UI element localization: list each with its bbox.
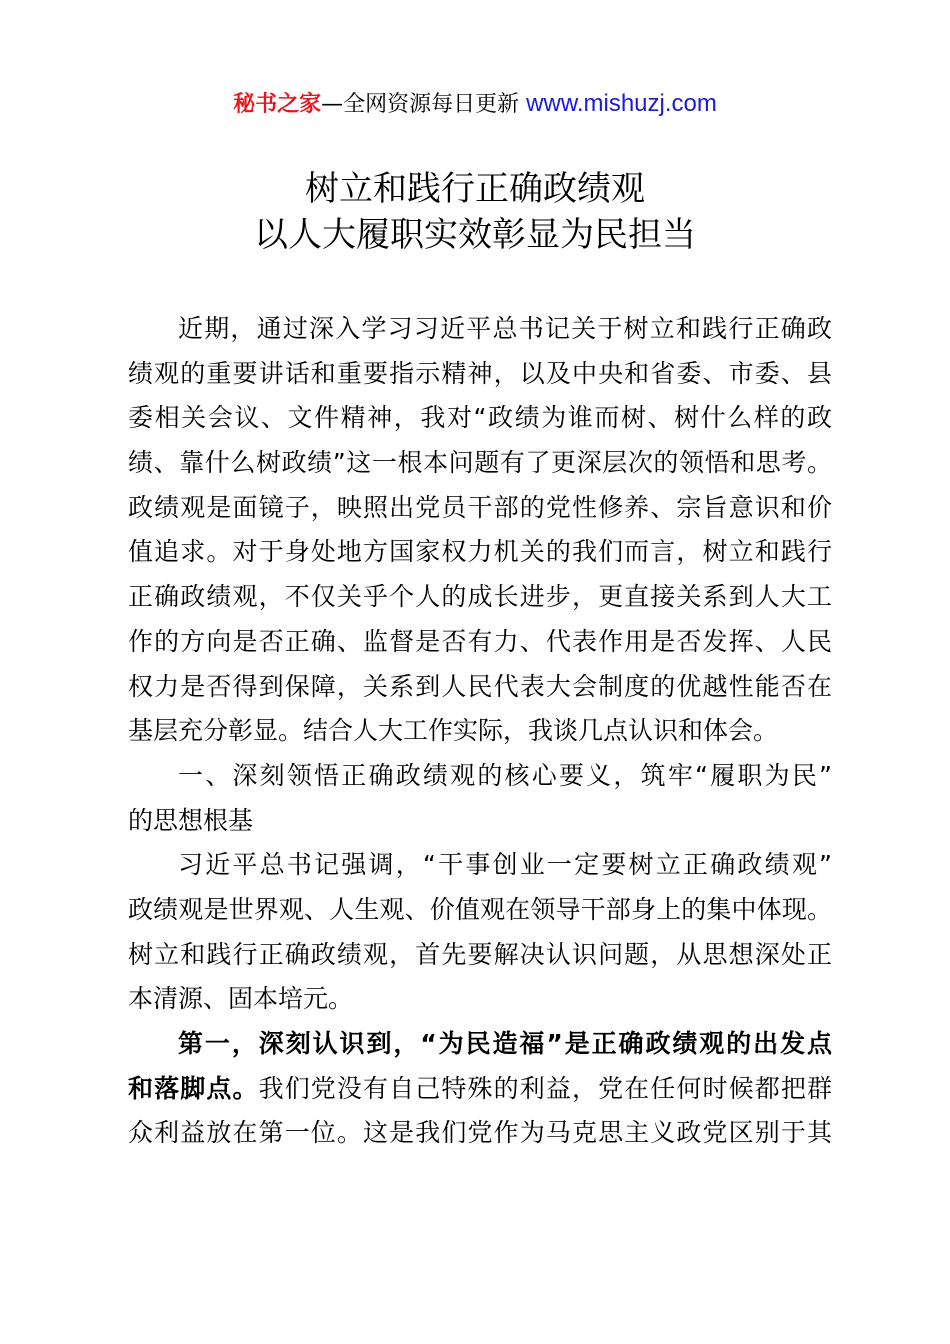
banner-brand: 秘书之家 [233, 92, 322, 117]
banner-url[interactable]: www.mishuzj.com [526, 90, 717, 117]
paragraph-2 [128, 843, 832, 1022]
text-line: 绩观的重要讲话和重要指示精神，以及中央和省委、市委、县 [128, 358, 832, 388]
text-line: 政绩观是面镜子，映照出党员干部的党性修养、宗旨意识和价 [128, 492, 832, 522]
text-run: 我们党没有自己特殊的利益，党在任何时候都把群 [258, 1073, 832, 1103]
heading-line: 的思想根基 [128, 805, 254, 835]
text-line [128, 1067, 832, 1112]
text-line: 政绩观是世界观、人生观、价值观在领导干部身上的集中体现。 [128, 894, 832, 924]
text-line: 树立和践行正确政绩观，首先要解决认识问题，从思想深处正 [128, 939, 832, 969]
text-line: 委相关会议、文件精神，我对“政绩为谁而树、树什么样的政 [128, 403, 832, 433]
text-line: 近期，通过深入学习习近平总书记关于树立和践行正确政 [178, 314, 832, 343]
heading-line: 一、深刻领悟正确政绩观的核心要义，筑牢“履职为民” [178, 760, 832, 790]
text-line: 值追求。对于身处地方国家权力机关的我们而言，树立和践行 [128, 537, 832, 567]
title-line-1: 树立和践行正确政绩观 [305, 169, 645, 209]
document-title [0, 166, 950, 258]
site-banner [0, 88, 950, 121]
text-line: 绩、靠什么树政绩”这一根本问题有了更深层次的领悟和思考。 [128, 448, 832, 478]
text-line: 基层充分彰显。结合人大工作实际，我谈几点认识和体会。 [128, 716, 779, 746]
text-line: 众利益放在第一位。这是我们党作为马克思主义政党区别于其 [128, 1118, 832, 1148]
section-heading-1 [128, 754, 832, 843]
text-line [128, 1022, 832, 1067]
title-line-2: 以人大履职实效彰显为民担当 [254, 215, 696, 255]
paragraph-3 [128, 1022, 832, 1156]
text-line: 权力是否得到保障，关系到人民代表大会制度的优越性能否在 [128, 671, 832, 701]
banner-tagline: —全网资源每日更新 [321, 92, 527, 117]
text-line: 本清源、固本培元。 [128, 984, 354, 1014]
paragraph-intro [128, 307, 832, 754]
text-line: 作的方向是否正确、监督是否有力、代表作用是否发挥、人民 [128, 626, 832, 656]
bold-lead: 和落脚点。 [128, 1073, 259, 1103]
document-body [128, 307, 832, 1156]
bold-lead: 第一，深刻认识到，“为民造福”是正确政绩观的出发点 [178, 1029, 832, 1058]
text-line: 正确政绩观，不仅关乎个人的成长进步，更直接关系到人大工 [128, 582, 832, 612]
text-line: 习近平总书记强调，“干事创业一定要树立正确政绩观” [178, 850, 832, 880]
